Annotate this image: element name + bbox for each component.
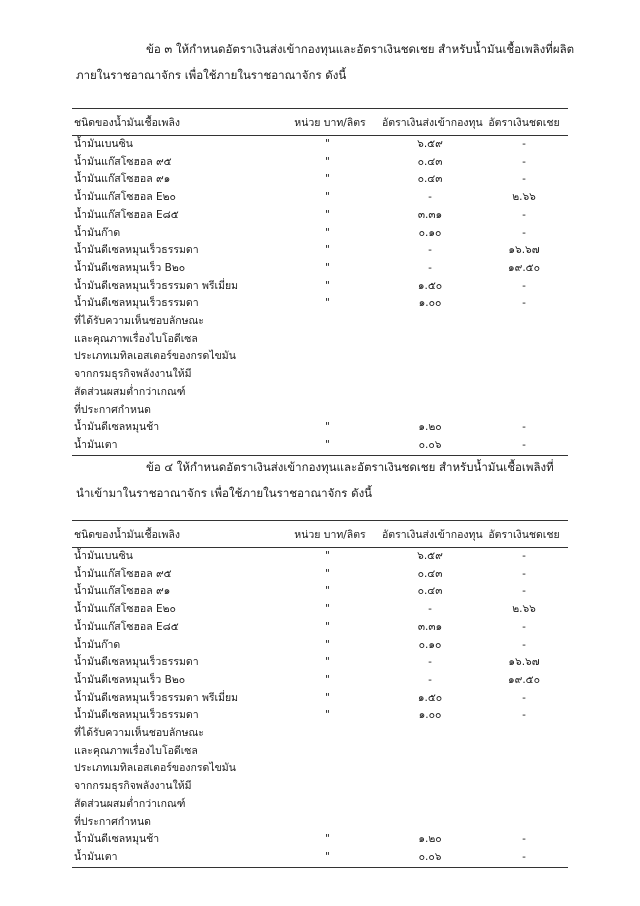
fund-rate-cell: ๓.๓๑ xyxy=(417,208,443,221)
unit-cell xyxy=(280,402,380,420)
fuel-name-cell: น้ำมันแก๊สโซฮอล ๙๑ xyxy=(74,585,171,598)
compensation-rate-cell: - xyxy=(522,279,526,292)
table-row xyxy=(72,849,568,867)
table-row xyxy=(72,260,568,278)
fund-rate-cell xyxy=(380,331,480,349)
compensation-rate-cell: - xyxy=(522,833,526,846)
unit-cell: " xyxy=(325,833,330,846)
fuel-name-cell: สัดส่วนผสมต่ำกว่าเกณฑ์ xyxy=(74,797,186,810)
unit-cell xyxy=(280,331,380,349)
fuel-name-cell: น้ำมันแก๊สโซฮอล E๘๕ xyxy=(74,208,179,221)
compensation-rate-cell: - xyxy=(522,638,526,651)
fund-rate-cell: ๖.๕๙ xyxy=(417,138,443,150)
fuel-name-cell: น้ำมันแก๊สโซฮอล ๙๕ xyxy=(74,567,172,580)
fund-rate-cell: - xyxy=(428,656,432,669)
table-row xyxy=(72,366,568,384)
compensation-rate-cell xyxy=(480,313,568,331)
fund-rate-cell: ๓.๓๑ xyxy=(417,620,443,633)
table-row xyxy=(72,331,568,349)
fuel-name-cell: น้ำมันแก๊สโซฮอล E๒๐ xyxy=(74,603,176,616)
unit-cell xyxy=(280,725,380,743)
unit-cell xyxy=(280,814,380,832)
section-4-line-1: ข้อ ๔ ให้กำหนดอัตราเงินส่งเข้ากองทุนและอัตราเงินชดเชย สำหรับน้ำมันเชื้อเพลิงที่ xyxy=(146,460,554,474)
compensation-rate-cell: - xyxy=(522,421,526,434)
section-4-paragraph xyxy=(76,454,576,506)
table-row xyxy=(72,402,568,420)
compensation-rate-cell xyxy=(480,331,568,349)
fund-rate-cell xyxy=(380,348,480,366)
header-fund-rate: อัตราเงินส่งเข้ากองทุน xyxy=(380,521,480,548)
compensation-rate-cell: - xyxy=(522,138,526,150)
fuel-name-cell: น้ำมันดีเซลหมุนช้า xyxy=(74,421,160,434)
table-row xyxy=(72,313,568,331)
table-row xyxy=(72,348,568,366)
unit-cell xyxy=(280,366,380,384)
unit-cell: " xyxy=(325,585,330,598)
fund-rate-cell: ๐.๐๖ xyxy=(380,849,480,867)
fund-rate-cell: ๑.๕๐ xyxy=(417,691,443,704)
fuel-name-cell: ที่ได้รับความเห็นชอบลักษณะ xyxy=(74,727,204,740)
fund-rate-cell: - xyxy=(428,261,432,274)
unit-cell: " xyxy=(325,709,330,722)
compensation-rate-cell: ๑๙.๕๐ xyxy=(507,261,541,274)
unit-cell: " xyxy=(280,437,380,455)
fuel-name-cell: และคุณภาพเรื่องไบโอดีเซล xyxy=(74,744,198,757)
fund-rate-cell xyxy=(380,384,480,402)
header-unit: หน่วย บาท/ลิตร xyxy=(280,109,380,136)
unit-cell: " xyxy=(325,691,330,704)
section-3-line-1: ข้อ ๓ ให้กำหนดอัตราเงินส่งเข้ากองทุนและอัตราเงินชดเชย สำหรับน้ำมันเชื้อเพลิงที่ผลิต xyxy=(146,42,575,56)
section-3-line-2: ภายในราชอาณาจักร เพื่อใช้ภายในราชอาณาจักร ดังนี้ xyxy=(76,68,347,82)
fuel-name-cell: น้ำมันก๊าด xyxy=(74,638,121,651)
fund-rate-cell: ๐.๔๓ xyxy=(417,567,443,580)
compensation-rate-cell xyxy=(480,725,568,743)
table-row xyxy=(72,619,568,637)
compensation-rate-cell: - xyxy=(522,691,526,704)
fund-rate-cell: - xyxy=(428,603,432,616)
unit-cell: " xyxy=(325,191,330,204)
fund-rate-cell: ๑.๐๐ xyxy=(418,297,442,310)
table-row xyxy=(72,760,568,778)
table-body xyxy=(72,548,568,868)
table-header-row xyxy=(72,109,568,136)
fund-rate-cell xyxy=(380,366,480,384)
section-4-line-2: นำเข้ามาในราชอาณาจักร เพื่อใช้ภายในราชอาณาจักร ดังนี้ xyxy=(76,486,373,500)
compensation-rate-cell xyxy=(480,402,568,420)
fund-rate-cell: ๐.๔๓ xyxy=(417,155,443,168)
fund-rate-cell xyxy=(380,725,480,743)
table-row xyxy=(72,154,568,172)
fund-rate-cell xyxy=(380,796,480,814)
unit-cell: " xyxy=(325,155,330,168)
fuel-name-cell: น้ำมันดีเซลหมุนเร็วธรรมดา xyxy=(74,244,199,257)
table-row xyxy=(72,136,568,154)
compensation-rate-cell: - xyxy=(522,709,526,722)
header-compensation-rate: อัตราเงินชดเชย xyxy=(480,521,568,548)
compensation-rate-cell xyxy=(480,366,568,384)
table-row xyxy=(72,637,568,655)
unit-cell xyxy=(280,760,380,778)
compensation-rate-cell: ๒.๖๖ xyxy=(512,603,536,616)
table-row xyxy=(72,384,568,402)
fund-rate-cell: ๐.๔๓ xyxy=(417,585,443,598)
header-fund-rate: อัตราเงินส่งเข้ากองทุน xyxy=(380,109,480,136)
unit-cell: " xyxy=(325,138,330,150)
table-row xyxy=(72,548,568,566)
header-compensation-rate: อัตราเงินชดเชย xyxy=(480,109,568,136)
compensation-rate-cell: - xyxy=(522,226,526,239)
table-header-row xyxy=(72,521,568,548)
fuel-name-cell: น้ำมันเตา xyxy=(72,437,280,455)
table-row xyxy=(72,207,568,225)
fund-rate-cell: - xyxy=(428,673,432,686)
compensation-rate-cell xyxy=(480,760,568,778)
fund-rate-cell xyxy=(380,778,480,796)
header-unit: หน่วย บาท/ลิตร xyxy=(280,521,380,548)
compensation-rate-cell: ๑๙.๕๐ xyxy=(507,673,541,686)
unit-cell: " xyxy=(280,849,380,867)
unit-cell: " xyxy=(325,638,330,651)
compensation-rate-cell: - xyxy=(522,567,526,580)
fuel-name-cell: ที่ประกาศกำหนด xyxy=(74,403,151,416)
unit-cell: " xyxy=(325,620,330,633)
fund-rate-cell: ๑.๐๐ xyxy=(418,709,442,722)
table-row xyxy=(72,295,568,313)
fund-rate-cell xyxy=(380,313,480,331)
table-row xyxy=(72,796,568,814)
compensation-rate-cell: ๑๖.๖๗ xyxy=(508,244,540,257)
fuel-rate-table-domestic xyxy=(72,108,568,456)
compensation-rate-cell: - xyxy=(522,173,526,186)
fuel-name-cell: น้ำมันดีเซลหมุนเร็วธรรมดา xyxy=(74,297,199,310)
table-row xyxy=(72,690,568,708)
compensation-rate-cell xyxy=(480,814,568,832)
fuel-name-cell: น้ำมันก๊าด xyxy=(74,226,121,239)
compensation-rate-cell: - xyxy=(522,585,526,598)
table-row xyxy=(72,814,568,832)
fuel-name-cell: น้ำมันเบนซิน xyxy=(74,138,133,150)
compensation-rate-cell xyxy=(480,796,568,814)
fuel-name-cell: น้ำมันดีเซลหมุนเร็ว B๒๐ xyxy=(74,261,186,274)
compensation-rate-cell xyxy=(480,348,568,366)
fuel-name-cell: น้ำมันดีเซลหมุนช้า xyxy=(74,833,160,846)
fuel-name-cell: จากกรมธุรกิจพลังงานให้มี xyxy=(74,368,192,381)
fund-rate-cell: ๖.๕๙ xyxy=(417,550,443,562)
table-row xyxy=(72,831,568,849)
compensation-rate-cell: - xyxy=(522,208,526,221)
fund-rate-cell: ๑.๒๐ xyxy=(418,833,442,846)
fund-rate-cell xyxy=(380,760,480,778)
compensation-rate-cell xyxy=(480,384,568,402)
table-row xyxy=(72,743,568,761)
table-row xyxy=(72,778,568,796)
table-row xyxy=(72,189,568,207)
fuel-name-cell: น้ำมันแก๊สโซฮอล E๒๐ xyxy=(74,191,176,204)
compensation-rate-cell: - xyxy=(480,437,568,455)
unit-cell: " xyxy=(325,550,330,562)
fund-rate-cell: ๐.๑๐ xyxy=(418,226,442,239)
table-body xyxy=(72,136,568,456)
compensation-rate-cell xyxy=(480,743,568,761)
fund-rate-cell: ๐.๐๖ xyxy=(380,437,480,455)
compensation-rate-cell: - xyxy=(522,550,526,562)
fund-rate-cell: - xyxy=(428,244,432,257)
table-row xyxy=(72,242,568,260)
table-row xyxy=(72,601,568,619)
table-row xyxy=(72,707,568,725)
fuel-name-cell: น้ำมันเบนซิน xyxy=(74,550,133,562)
unit-cell xyxy=(280,796,380,814)
fund-rate-cell xyxy=(380,402,480,420)
table-row xyxy=(72,278,568,296)
compensation-rate-cell: ๑๖.๖๗ xyxy=(508,656,540,669)
unit-cell: " xyxy=(325,244,330,257)
fuel-name-cell: ประเภทเมทิลเอสเตอร์ของกรดไขมัน xyxy=(74,350,236,363)
unit-cell: " xyxy=(325,173,330,186)
fuel-rate-table-imported xyxy=(72,520,568,868)
compensation-rate-cell xyxy=(480,778,568,796)
fuel-name-cell: น้ำมันดีเซลหมุนเร็วธรรมดา xyxy=(74,709,199,722)
unit-cell: " xyxy=(325,297,330,310)
table-row xyxy=(72,171,568,189)
unit-cell xyxy=(280,348,380,366)
fund-rate-cell xyxy=(380,743,480,761)
unit-cell: " xyxy=(325,279,330,292)
compensation-rate-cell: - xyxy=(522,155,526,168)
compensation-rate-cell: ๒.๖๖ xyxy=(512,191,536,204)
fuel-name-cell: น้ำมันดีเซลหมุนเร็ว B๒๐ xyxy=(74,673,186,686)
header-fuel-type: ชนิดของน้ำมันเชื้อเพลิง xyxy=(72,521,280,548)
fuel-name-cell: น้ำมันดีเซลหมุนเร็วธรรมดา พรีเมี่ยม xyxy=(74,279,239,292)
unit-cell xyxy=(280,313,380,331)
unit-cell: " xyxy=(325,226,330,239)
table-row xyxy=(72,583,568,601)
fuel-name-cell: ที่ได้รับความเห็นชอบลักษณะ xyxy=(74,315,204,328)
unit-cell: " xyxy=(325,421,330,434)
table-row xyxy=(72,672,568,690)
fund-rate-cell: ๑.๕๐ xyxy=(417,279,443,292)
compensation-rate-cell: - xyxy=(522,620,526,633)
unit-cell: " xyxy=(325,603,330,616)
unit-cell: " xyxy=(325,656,330,669)
fuel-name-cell: น้ำมันแก๊สโซฮอล ๙๕ xyxy=(74,155,172,168)
fund-rate-cell: - xyxy=(428,191,432,204)
fuel-name-cell: ประเภทเมทิลเอสเตอร์ของกรดไขมัน xyxy=(74,762,236,775)
fuel-name-cell: และคุณภาพเรื่องไบโอดีเซล xyxy=(74,332,198,345)
fuel-name-cell: น้ำมันแก๊สโซฮอล E๘๕ xyxy=(74,620,179,633)
section-3-paragraph xyxy=(76,36,576,88)
unit-cell: " xyxy=(325,261,330,274)
table-row xyxy=(72,566,568,584)
unit-cell xyxy=(280,778,380,796)
fuel-name-cell: น้ำมันดีเซลหมุนเร็วธรรมดา xyxy=(74,656,199,669)
fund-rate-cell xyxy=(380,814,480,832)
unit-cell: " xyxy=(325,208,330,221)
fund-rate-cell: ๐.๑๐ xyxy=(418,638,442,651)
unit-cell xyxy=(280,743,380,761)
fuel-name-cell: น้ำมันแก๊สโซฮอล ๙๑ xyxy=(74,173,171,186)
compensation-rate-cell: - xyxy=(522,297,526,310)
table-row xyxy=(72,225,568,243)
fuel-name-cell: น้ำมันดีเซลหมุนเร็วธรรมดา พรีเมี่ยม xyxy=(74,691,239,704)
compensation-rate-cell: - xyxy=(480,849,568,867)
header-fuel-type: ชนิดของน้ำมันเชื้อเพลิง xyxy=(72,109,280,136)
fuel-name-cell: ที่ประกาศกำหนด xyxy=(74,815,151,828)
fund-rate-cell: ๑.๒๐ xyxy=(418,421,442,434)
fuel-name-cell: น้ำมันเตา xyxy=(72,849,280,867)
unit-cell xyxy=(280,384,380,402)
fuel-name-cell: จากกรมธุรกิจพลังงานให้มี xyxy=(74,780,192,793)
table-row xyxy=(72,654,568,672)
table-row xyxy=(72,419,568,437)
fund-rate-cell: ๐.๔๓ xyxy=(417,173,443,186)
unit-cell: " xyxy=(325,567,330,580)
unit-cell: " xyxy=(325,673,330,686)
table-row xyxy=(72,725,568,743)
fuel-name-cell: สัดส่วนผสมต่ำกว่าเกณฑ์ xyxy=(74,385,186,398)
table-row xyxy=(72,437,568,455)
